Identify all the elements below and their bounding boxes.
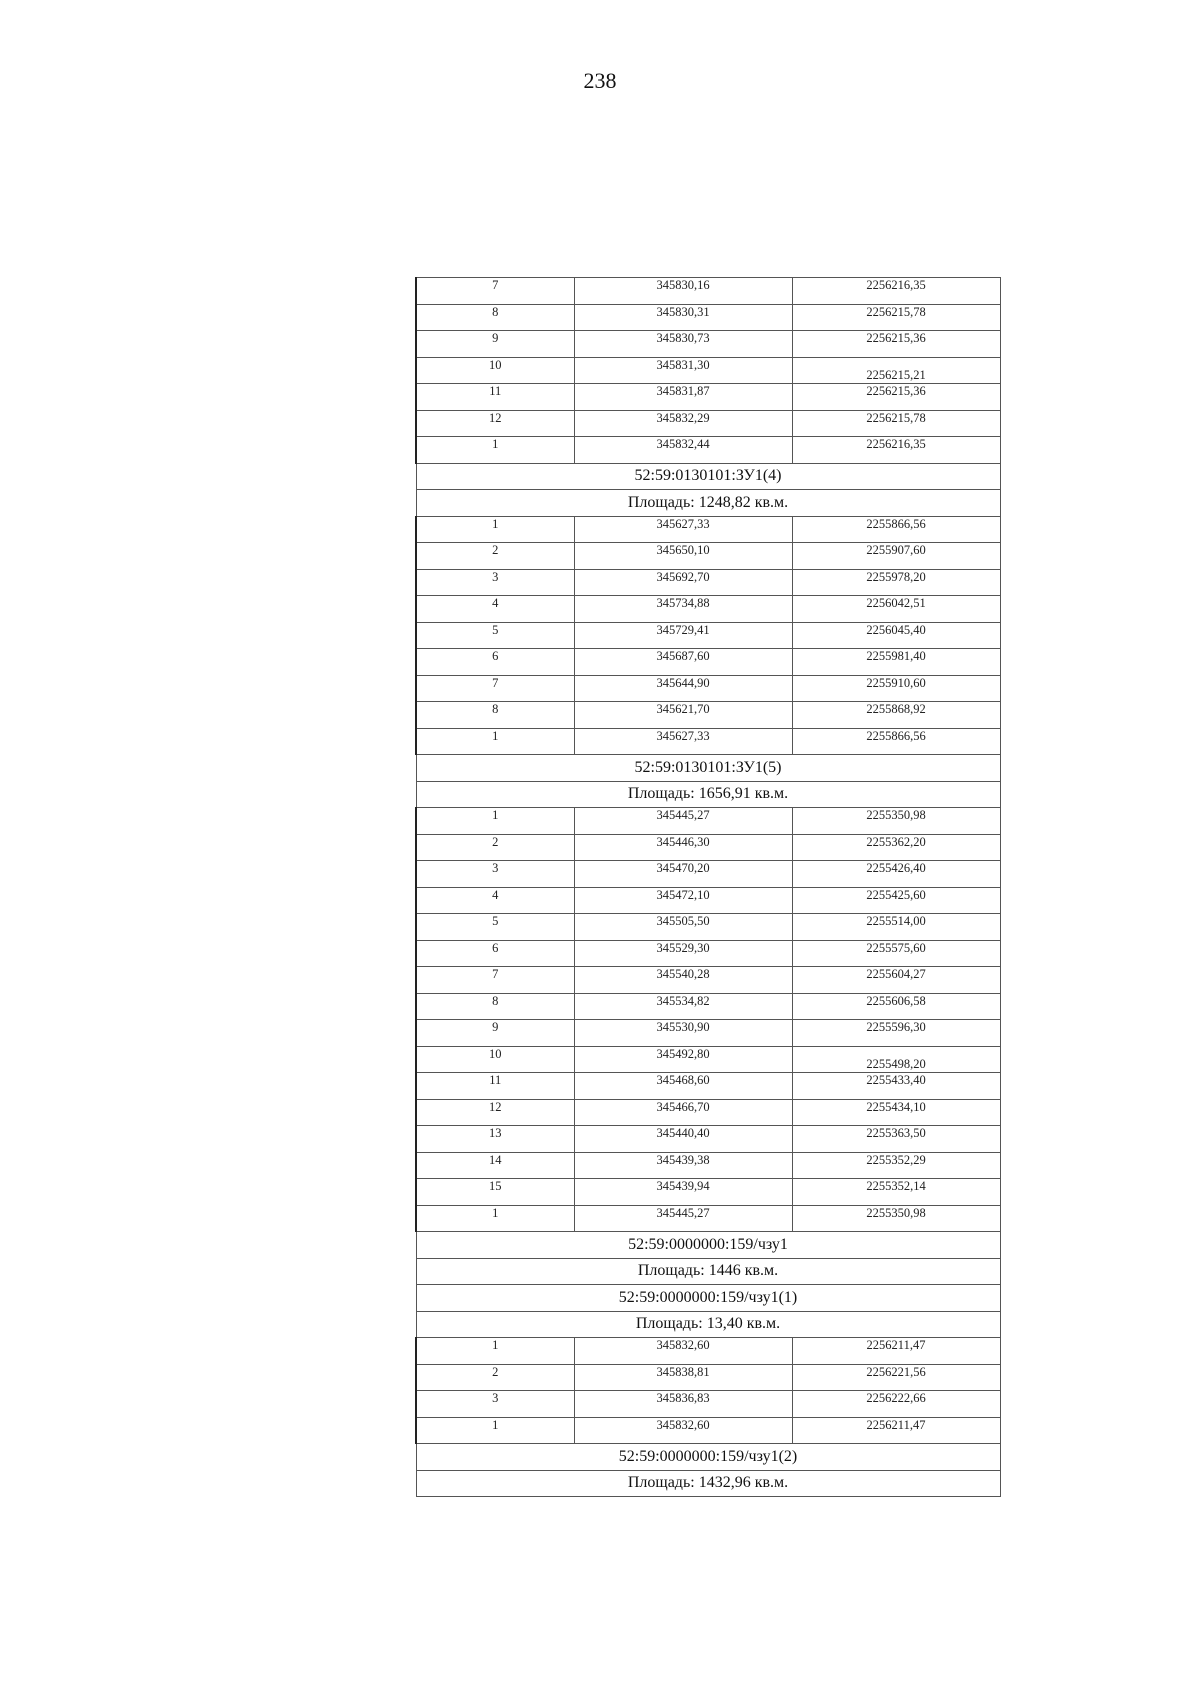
y-coordinate-cell: 2256221,56 (792, 1364, 1000, 1391)
point-row (416, 728, 1000, 755)
point-row (416, 1391, 1000, 1418)
x-coordinate-cell: 345734,88 (574, 596, 792, 623)
section-row (416, 1232, 1000, 1259)
y-coordinate-cell: 2255434,10 (792, 1099, 1000, 1126)
x-coordinate-cell: 345830,16 (574, 278, 792, 305)
point-row (416, 384, 1000, 411)
point-row (416, 967, 1000, 994)
section-row (416, 490, 1000, 517)
point-row (416, 1020, 1000, 1047)
y-coordinate-cell: 2255866,56 (792, 516, 1000, 543)
point-row (416, 1364, 1000, 1391)
point-number-cell: 12 (416, 1099, 574, 1126)
point-row (416, 1338, 1000, 1365)
y-coordinate-cell: 2255868,92 (792, 702, 1000, 729)
point-number-cell: 3 (416, 1391, 574, 1418)
point-row (416, 834, 1000, 861)
x-coordinate-cell: 345540,28 (574, 967, 792, 994)
section-row (416, 1258, 1000, 1285)
x-coordinate-cell: 345830,73 (574, 331, 792, 358)
section-title: 52:59:0130101:ЗУ1(4) (416, 463, 1000, 490)
section-row (416, 463, 1000, 490)
point-number-cell: 15 (416, 1179, 574, 1206)
x-coordinate-cell: 345529,30 (574, 940, 792, 967)
y-coordinate-cell: 2256215,36 (792, 384, 1000, 411)
point-row (416, 596, 1000, 623)
x-coordinate-cell: 345439,38 (574, 1152, 792, 1179)
x-coordinate-cell: 345832,29 (574, 410, 792, 437)
x-coordinate-cell: 345505,50 (574, 914, 792, 941)
point-row (416, 543, 1000, 570)
x-coordinate-cell: 345831,30 (574, 357, 792, 384)
x-coordinate-cell: 345440,40 (574, 1126, 792, 1153)
x-coordinate-cell: 345687,60 (574, 649, 792, 676)
section-title: Площадь: 1656,91 кв.м. (416, 781, 1000, 808)
x-coordinate-cell: 345831,87 (574, 384, 792, 411)
point-number-cell: 8 (416, 702, 574, 729)
point-number-cell: 6 (416, 649, 574, 676)
y-coordinate-cell: 2255425,60 (792, 887, 1000, 914)
point-number-cell: 1 (416, 516, 574, 543)
y-coordinate-cell: 2256216,35 (792, 278, 1000, 305)
y-coordinate-cell: 2255596,30 (792, 1020, 1000, 1047)
x-coordinate-cell: 345832,60 (574, 1338, 792, 1365)
x-coordinate-cell: 345627,33 (574, 516, 792, 543)
point-row (416, 437, 1000, 464)
y-coordinate-cell: 2255362,20 (792, 834, 1000, 861)
point-number-cell: 11 (416, 384, 574, 411)
point-row (416, 278, 1000, 305)
x-coordinate-cell: 345492,80 (574, 1046, 792, 1073)
x-coordinate-cell: 345836,83 (574, 1391, 792, 1418)
point-row (416, 1179, 1000, 1206)
coordinates-table (415, 277, 1001, 1497)
x-coordinate-cell: 345472,10 (574, 887, 792, 914)
y-coordinate-cell: 2256215,36 (792, 331, 1000, 358)
point-number-cell: 7 (416, 675, 574, 702)
point-number-cell: 3 (416, 569, 574, 596)
y-coordinate-cell: 2256042,51 (792, 596, 1000, 623)
point-row (416, 940, 1000, 967)
point-number-cell: 2 (416, 1364, 574, 1391)
y-coordinate-cell: 2255606,58 (792, 993, 1000, 1020)
point-row (416, 410, 1000, 437)
point-row (416, 914, 1000, 941)
point-row (416, 1417, 1000, 1444)
section-title: 52:59:0130101:ЗУ1(5) (416, 755, 1000, 782)
x-coordinate-cell: 345466,70 (574, 1099, 792, 1126)
x-coordinate-cell: 345627,33 (574, 728, 792, 755)
y-coordinate-cell: 2256216,35 (792, 437, 1000, 464)
point-number-cell: 1 (416, 1205, 574, 1232)
x-coordinate-cell: 345832,44 (574, 437, 792, 464)
point-number-cell: 1 (416, 1338, 574, 1365)
section-title: 52:59:0000000:159/чзу1 (416, 1232, 1000, 1259)
point-number-cell: 12 (416, 410, 574, 437)
y-coordinate-cell: 2255981,40 (792, 649, 1000, 676)
y-coordinate-cell: 2255907,60 (792, 543, 1000, 570)
y-coordinate-cell: 2255433,40 (792, 1073, 1000, 1100)
point-number-cell: 1 (416, 808, 574, 835)
point-number-cell: 8 (416, 993, 574, 1020)
x-coordinate-cell: 345692,70 (574, 569, 792, 596)
y-coordinate-cell: 2255498,20 (792, 1046, 1000, 1073)
point-row (416, 1046, 1000, 1073)
point-number-cell: 10 (416, 1046, 574, 1073)
x-coordinate-cell: 345830,31 (574, 304, 792, 331)
x-coordinate-cell: 345650,10 (574, 543, 792, 570)
section-title: Площадь: 1446 кв.м. (416, 1258, 1000, 1285)
point-number-cell: 11 (416, 1073, 574, 1100)
point-number-cell: 1 (416, 1417, 574, 1444)
point-row (416, 516, 1000, 543)
point-number-cell: 2 (416, 834, 574, 861)
y-coordinate-cell: 2256215,78 (792, 410, 1000, 437)
point-number-cell: 2 (416, 543, 574, 570)
point-number-cell: 8 (416, 304, 574, 331)
point-number-cell: 4 (416, 887, 574, 914)
x-coordinate-cell: 345446,30 (574, 834, 792, 861)
y-coordinate-cell: 2255978,20 (792, 569, 1000, 596)
y-coordinate-cell: 2256211,47 (792, 1417, 1000, 1444)
point-number-cell: 1 (416, 728, 574, 755)
point-number-cell: 9 (416, 1020, 574, 1047)
point-number-cell: 13 (416, 1126, 574, 1153)
coordinates-table-body (416, 278, 1000, 1497)
y-coordinate-cell: 2255350,98 (792, 808, 1000, 835)
point-row (416, 1152, 1000, 1179)
x-coordinate-cell: 345729,41 (574, 622, 792, 649)
point-row (416, 357, 1000, 384)
y-coordinate-cell: 2255514,00 (792, 914, 1000, 941)
x-coordinate-cell: 345468,60 (574, 1073, 792, 1100)
point-number-cell: 5 (416, 914, 574, 941)
y-coordinate-cell: 2255604,27 (792, 967, 1000, 994)
section-row (416, 781, 1000, 808)
point-row (416, 304, 1000, 331)
point-row (416, 1126, 1000, 1153)
section-title: Площадь: 1248,82 кв.м. (416, 490, 1000, 517)
x-coordinate-cell: 345534,82 (574, 993, 792, 1020)
y-coordinate-cell: 2256222,66 (792, 1391, 1000, 1418)
x-coordinate-cell: 345832,60 (574, 1417, 792, 1444)
x-coordinate-cell: 345644,90 (574, 675, 792, 702)
section-row (416, 1285, 1000, 1312)
section-row (416, 1470, 1000, 1497)
point-number-cell: 4 (416, 596, 574, 623)
point-row (416, 861, 1000, 888)
point-row (416, 331, 1000, 358)
point-number-cell: 5 (416, 622, 574, 649)
section-title: Площадь: 1432,96 кв.м. (416, 1470, 1000, 1497)
point-row (416, 1205, 1000, 1232)
point-row (416, 993, 1000, 1020)
y-coordinate-cell: 2256215,21 (792, 357, 1000, 384)
point-row (416, 649, 1000, 676)
y-coordinate-cell: 2255352,29 (792, 1152, 1000, 1179)
point-number-cell: 7 (416, 278, 574, 305)
point-number-cell: 9 (416, 331, 574, 358)
section-title: 52:59:0000000:159/чзу1(1) (416, 1285, 1000, 1312)
point-row (416, 1099, 1000, 1126)
x-coordinate-cell: 345445,27 (574, 808, 792, 835)
point-number-cell: 1 (416, 437, 574, 464)
x-coordinate-cell: 345530,90 (574, 1020, 792, 1047)
x-coordinate-cell: 345621,70 (574, 702, 792, 729)
point-row (416, 675, 1000, 702)
y-coordinate-cell: 2255426,40 (792, 861, 1000, 888)
y-coordinate-cell: 2256211,47 (792, 1338, 1000, 1365)
y-coordinate-cell: 2255575,60 (792, 940, 1000, 967)
point-row (416, 808, 1000, 835)
x-coordinate-cell: 345439,94 (574, 1179, 792, 1206)
x-coordinate-cell: 345445,27 (574, 1205, 792, 1232)
section-row (416, 1311, 1000, 1338)
point-row (416, 569, 1000, 596)
section-row (416, 755, 1000, 782)
section-title: 52:59:0000000:159/чзу1(2) (416, 1444, 1000, 1471)
point-number-cell: 3 (416, 861, 574, 888)
y-coordinate-cell: 2255910,60 (792, 675, 1000, 702)
point-row (416, 887, 1000, 914)
point-row (416, 622, 1000, 649)
point-number-cell: 10 (416, 357, 574, 384)
y-coordinate-cell: 2255363,50 (792, 1126, 1000, 1153)
point-number-cell: 6 (416, 940, 574, 967)
point-row (416, 702, 1000, 729)
y-coordinate-cell: 2255866,56 (792, 728, 1000, 755)
section-title: Площадь: 13,40 кв.м. (416, 1311, 1000, 1338)
y-coordinate-cell: 2256045,40 (792, 622, 1000, 649)
section-row (416, 1444, 1000, 1471)
x-coordinate-cell: 345838,81 (574, 1364, 792, 1391)
y-coordinate-cell: 2255352,14 (792, 1179, 1000, 1206)
point-row (416, 1073, 1000, 1100)
y-coordinate-cell: 2255350,98 (792, 1205, 1000, 1232)
x-coordinate-cell: 345470,20 (574, 861, 792, 888)
point-number-cell: 7 (416, 967, 574, 994)
page-number: 238 (583, 68, 617, 93)
point-number-cell: 14 (416, 1152, 574, 1179)
y-coordinate-cell: 2256215,78 (792, 304, 1000, 331)
